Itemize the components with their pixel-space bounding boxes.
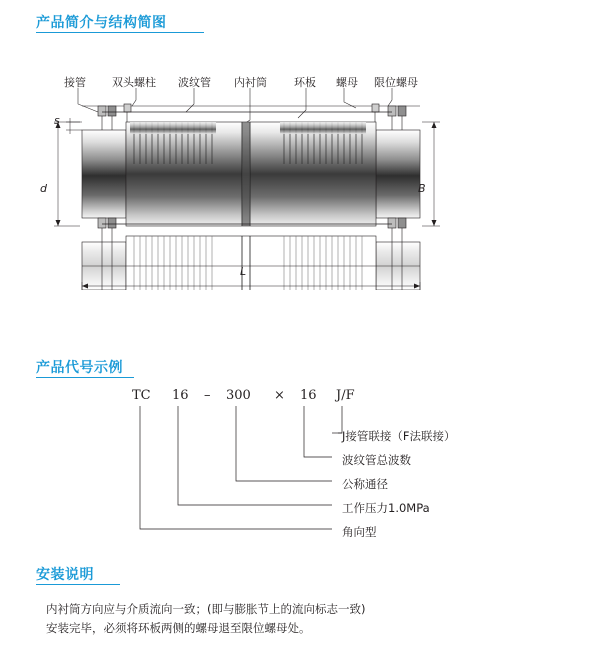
label-limit-nut: 限位螺母 — [374, 76, 418, 89]
label-bellows: 波纹管 — [178, 76, 211, 89]
section-title-install: 安装说明 — [36, 567, 94, 583]
dim-label-L: L — [240, 265, 247, 278]
section-title-structure: 产品简介与结构简图 — [36, 15, 167, 31]
code-token-times: × — [274, 388, 285, 403]
section-rule-install — [36, 584, 120, 585]
dim-label-s: s — [54, 114, 60, 127]
code-explanation-diameter: 公称通径 — [342, 477, 388, 491]
structure-diagram — [36, 60, 536, 290]
install-note-1: 内衬筒方向应与介质流向一致；(即与膨胀节上的流向标志一致) — [46, 602, 366, 616]
code-explanation-pressure: 工作压力1.0MPa — [342, 501, 430, 515]
label-liner-tube: 内衬筒 — [234, 76, 267, 89]
label-double-head-stud: 双头螺柱 — [112, 76, 156, 89]
code-token-dash: – — [204, 388, 211, 403]
dim-label-B: B — [418, 182, 426, 195]
code-explanation-joint: J接管联接（F法联接） — [342, 429, 456, 443]
code-token-diameter: 300 — [226, 388, 251, 403]
structure-drawing-svg — [36, 60, 536, 290]
section-title-code: 产品代号示例 — [36, 360, 123, 376]
label-nut: 螺母 — [336, 76, 358, 89]
code-leader-lines — [36, 388, 556, 538]
label-connector-pipe: 接管 — [64, 76, 86, 89]
install-notes — [46, 600, 566, 638]
code-token-pressure: 16 — [172, 388, 189, 403]
label-ring-plate: 环板 — [294, 76, 316, 89]
code-explanation-type: 角向型 — [342, 525, 377, 539]
code-token-joint: J/F — [336, 388, 355, 403]
section-rule-structure — [36, 32, 204, 33]
install-note-2: 安装完毕，必须将环板两侧的螺母退至限位螺母处。 — [46, 621, 311, 635]
section-rule-code — [36, 377, 134, 378]
code-explanation-waves: 波纹管总波数 — [342, 453, 411, 467]
dim-label-d: d — [40, 182, 47, 195]
code-token-type: TC — [132, 388, 151, 403]
code-token-waves: 16 — [300, 388, 317, 403]
product-code-diagram — [36, 388, 556, 538]
